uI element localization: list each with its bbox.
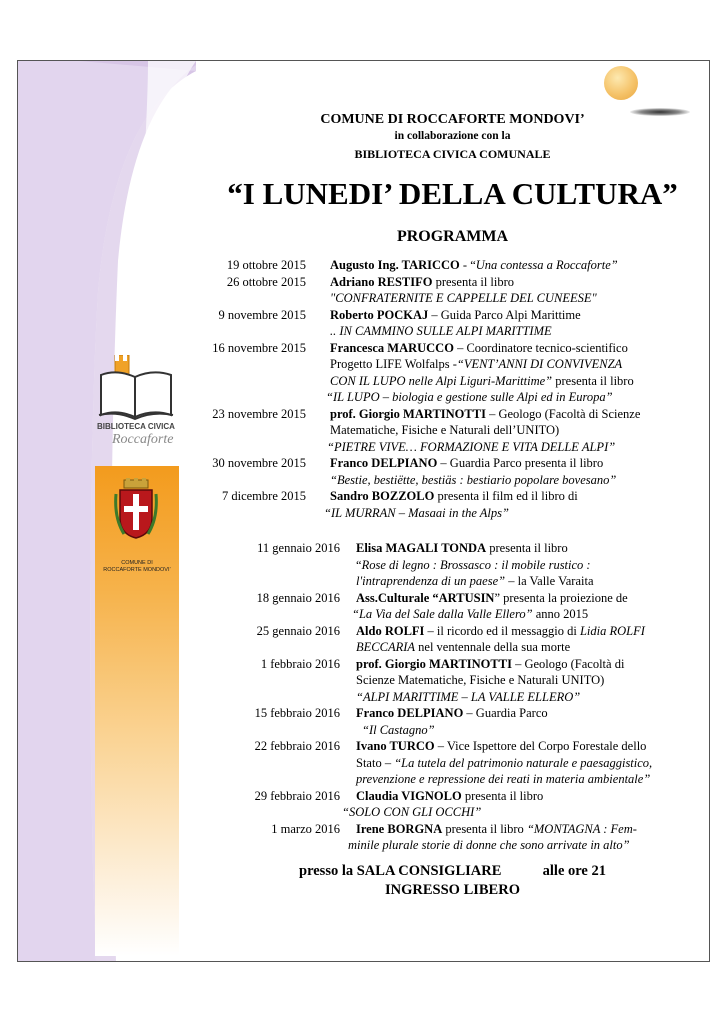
event-description-line — [330, 323, 552, 340]
event-text-segment: Ivano TURCO — [356, 739, 435, 753]
event-text-segment: .. IN CAMMINO SULLE ALPI MARITTIME — [330, 324, 552, 338]
event-text-segment: CON IL LUPO nelle Alpi Liguri-Marittime” — [330, 373, 553, 388]
venue-line — [200, 863, 705, 880]
library-heading: BIBLIOTECA CIVICA COMUNALE — [354, 147, 551, 161]
event-text-segment: Francesca MARUCCO — [330, 340, 454, 355]
event-text-segment: – Guida Parco Alpi Marittime — [428, 307, 581, 322]
library-logo-label: BIBLIOTECA CIVICA — [97, 422, 175, 431]
event-date: 26 ottobre 2015 — [226, 274, 306, 289]
event-text-segment: Aldo ROLFI — [356, 623, 425, 638]
event-description-line — [356, 821, 637, 838]
event-text-segment: “MONTAGNA : Fem- — [526, 821, 637, 836]
event-text-segment: Franco DELPIANO — [356, 706, 464, 720]
event-description-line — [356, 557, 591, 574]
event-description-line — [356, 623, 645, 640]
event-text-segment: Franco DELPIANO — [330, 456, 438, 470]
event-text-segment: Progetto LIFE Wolfalps - — [330, 357, 457, 371]
event-description-line — [326, 389, 613, 406]
event-text-segment: “SOLO CON GLI OCCHI” — [342, 805, 482, 819]
event-text-segment: presenta il libro — [432, 274, 515, 289]
event-description-line — [352, 606, 588, 623]
event-description-line — [356, 590, 628, 607]
event-description-line — [330, 257, 618, 274]
event-text-segment: minile plurale storie di donne che sono arrivate in alto” — [348, 838, 630, 852]
event-text-segment: Scienze Matematiche, Fisiche e Naturali UNITO) — [356, 673, 605, 687]
event-text-segment: “ — [356, 557, 362, 572]
event-description-line — [356, 672, 604, 689]
event-text-segment: Matematiche, Fisiche e Naturali dell’UNITO) — [330, 423, 560, 437]
event-text-segment: “PIETRE VIVE… FORMAZIONE E VITA DELLE ALPI” — [327, 439, 616, 454]
crest-caption — [97, 560, 177, 574]
event-description-line — [356, 705, 548, 722]
event-text-segment: “IL LUPO – biologia e gestione sulle Alpi ed in Europa” — [326, 390, 613, 404]
event-date: 19 ottobre 2015 — [226, 258, 306, 272]
event-text-segment: “Bestie, bestiëtte, bestiäs : bestiario popolare bovesano” — [330, 472, 617, 487]
event-description-line — [330, 455, 603, 472]
event-date: 1 marzo 2016 — [271, 821, 340, 836]
event-text-segment: “ALPI MARITTIME – LA VALLE ELLERO” — [356, 689, 581, 704]
event-description-line — [330, 307, 581, 324]
event-description-line — [356, 788, 543, 805]
event-text-segment: - “ — [459, 258, 476, 272]
event-description-line — [330, 373, 634, 390]
event-description-line — [330, 472, 616, 489]
event-description-line — [356, 738, 646, 755]
event-date: 9 novembre 2015 — [218, 307, 306, 322]
event-text-segment: Sandro BOZZOLO — [330, 489, 435, 503]
event-text-segment: prof. Giorgio MARTINOTTI — [356, 656, 512, 671]
sun-ornament — [604, 66, 638, 100]
event-description-line — [330, 340, 628, 357]
event-text-segment: – Geologo (Facoltà di — [511, 656, 625, 671]
entry-line: INGRESSO LIBERO — [385, 882, 520, 898]
event-text-segment: presenta il libro — [461, 788, 544, 803]
event-text-segment: Lidia ROLFI — [579, 623, 645, 638]
event-description-line — [356, 689, 580, 706]
event-description-line — [327, 439, 615, 456]
event-date: 7 dicembre 2015 — [221, 489, 306, 503]
event-text-segment: “La Via del Sale dalla Valle Ellero” — [352, 607, 533, 621]
event-text-segment: “IL MURRAN – Masaai in the Alps” — [324, 505, 509, 520]
event-text-segment: – Vice Ispettore del Corpo Forestale dello — [434, 739, 647, 753]
event-description-line — [356, 639, 570, 656]
crest-caption-line-1: COMUNE DI — [121, 560, 153, 566]
event-date: 1 febbraio 2016 — [260, 656, 340, 671]
event-date: 30 novembre 2015 — [212, 456, 306, 470]
event-text-segment: BECCARIA — [356, 640, 416, 654]
event-text-segment: Stato – — [356, 755, 395, 770]
event-description-line — [324, 505, 509, 522]
event-text-segment: “Il Castagno” — [362, 722, 435, 737]
event-description-line — [356, 573, 594, 590]
event-date: 23 novembre 2015 — [212, 406, 306, 421]
event-text-segment: Una contessa a Roccaforte” — [475, 258, 618, 272]
event-text-segment: “VENT’ANNI DI CONVIVENZA — [456, 357, 623, 371]
event-description-line — [356, 540, 568, 557]
event-text-segment: prof. Giorgio MARTINOTTI — [330, 406, 486, 421]
event-text-segment: presenta il libro — [552, 373, 634, 388]
event-description-line — [342, 804, 481, 821]
event-text-segment: Roberto POCKAJ — [330, 307, 429, 322]
event-text-segment: ” presenta la proiezione de — [494, 590, 628, 605]
event-text-segment: “La tutela del patrimonio naturale e paesaggistico, — [394, 755, 653, 770]
event-text-segment: prevenzione e repressione dei reati in materia ambientale” — [356, 772, 651, 786]
event-description-line — [356, 755, 652, 772]
event-text-segment: l'intraprendenza di un paese” — [356, 574, 506, 588]
event-text-segment: nel ventennale della sua morte — [415, 640, 571, 654]
event-date: 15 febbraio 2016 — [254, 706, 340, 720]
event-text-segment: – il ricordo ed il messaggio di — [424, 623, 580, 638]
event-text-segment: – Geologo (Facoltà di Scienze — [485, 406, 641, 421]
event-description-line — [330, 356, 622, 373]
event-text-segment: Rose di legno : Brossasco : il mobile rustico : — [361, 557, 591, 572]
event-text-segment: – Coordinatore tecnico-scientifico — [453, 340, 628, 355]
event-text-segment: – Guardia Parco presenta il libro — [437, 456, 604, 470]
library-logo-script: Roccaforte — [112, 432, 174, 447]
event-description-line — [330, 290, 597, 307]
venue-text: presso la SALA CONSIGLIARE — [299, 863, 502, 879]
event-description-line — [330, 488, 578, 505]
event-text-segment: – la Valle Varaita — [505, 574, 594, 588]
crest-caption-line-2: ROCCAFORTE MONDOVI’ — [103, 567, 171, 573]
event-date: 16 novembre 2015 — [212, 340, 306, 355]
event-text-segment: Claudia VIGNOLO — [356, 788, 462, 803]
event-text-segment: presenta il film ed il libro di — [434, 489, 578, 503]
event-text-segment: Elisa MAGALI TONDA — [356, 541, 487, 555]
event-text-segment: anno 2015 — [532, 607, 589, 621]
event-description-line — [362, 722, 435, 739]
collaboration-line: in collaborazione con la — [394, 130, 511, 142]
event-description-line — [330, 274, 514, 291]
municipality-heading: COMUNE DI ROCCAFORTE MONDOVI’ — [320, 112, 585, 127]
event-text-segment: presenta il libro — [486, 541, 568, 555]
event-text-segment: – Guardia Parco — [463, 706, 548, 720]
event-text-segment: Ass.Culturale “ARTUSIN — [356, 590, 495, 605]
programme-heading: PROGRAMMA — [396, 228, 509, 245]
event-date: 25 gennaio 2016 — [256, 623, 340, 638]
event-description-line — [356, 656, 624, 673]
event-description-line — [330, 406, 640, 423]
event-description-line — [356, 771, 650, 788]
time-text: alle ore 21 — [542, 863, 606, 879]
page-title: “I LUNEDI’ DELLA CULTURA” — [227, 176, 678, 211]
event-text-segment: "CONFRATERNITE E CAPPELLE DEL CUNEESE" — [330, 291, 597, 305]
municipal-crest-icon — [114, 478, 158, 540]
event-text-segment: Augusto Ing. TARICCO — [330, 258, 460, 272]
event-date: 29 febbraio 2016 — [254, 788, 340, 803]
event-description-line — [348, 837, 630, 854]
event-description-line — [330, 422, 559, 439]
event-date: 22 febbraio 2016 — [254, 739, 340, 753]
event-text-segment: presenta il libro — [442, 821, 527, 836]
event-text-segment: Adriano RESTIFO — [330, 274, 433, 289]
event-date: 18 gennaio 2016 — [256, 590, 340, 605]
event-text-segment: Irene BORGNA — [356, 821, 443, 836]
event-date: 11 gennaio 2016 — [257, 541, 340, 555]
